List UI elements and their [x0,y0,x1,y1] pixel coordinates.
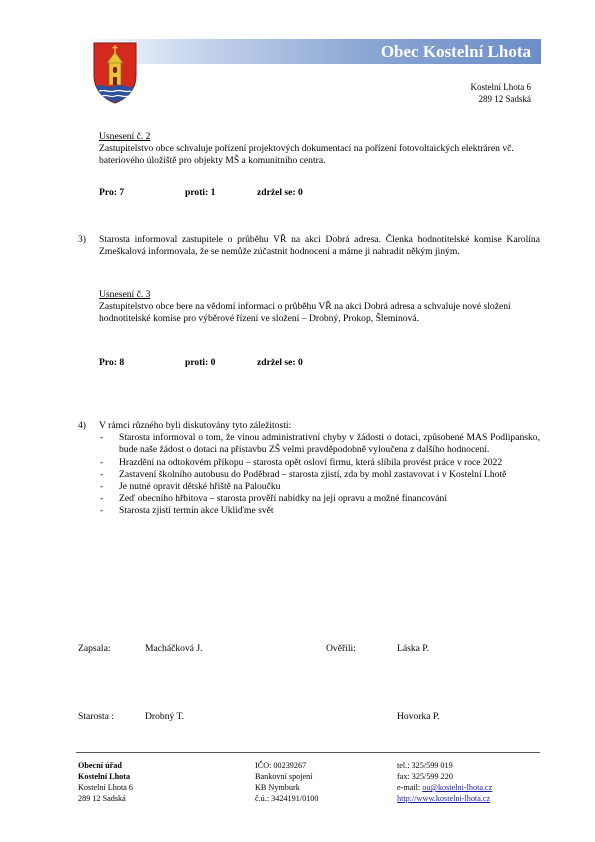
footer-bank [255,760,318,804]
website-link[interactable]: http://www.kostelni-lhota.cz [397,794,491,803]
footer-bank-line: KB Nymburk [255,783,300,792]
email-link[interactable]: ou@kostelni-lhota.cz [422,783,493,792]
vote-proti: proti: 1 [185,187,216,198]
item-3-number: 3) [78,234,86,245]
item-4-number: 4) [78,420,86,431]
verifier-1-name: Láska P. [397,643,429,654]
resolution-3 [99,289,544,326]
footer-bank-line: č.ú.: 3424191/0100 [255,794,319,803]
verifiers-label: Ověřili: [326,643,356,654]
item-4-intro: V rámci různého byli diskutovány tyto záležitosti: [99,420,292,431]
footer-office-line: Kostelní Lhota 6 [78,783,134,792]
verifier-2-name: Hovorka P. [397,711,440,722]
list-item: - Zeď obecního hřbitova – starosta prověří nabídky na její opravu a možné financování [99,493,540,505]
resolution-3-text: Zastupitelstvo obce bere na vědomí informaci o průběhu VŘ na akci Dobrá adresa a schvaluje nové složení hodnotitelské komise pro výběrové řízení ve složení – Drobný, Prokop, Šlemínová. [99,301,511,325]
list-item: - Starosta zjistí termín akce Ukliďme svět [99,505,540,517]
item-3-text: Starosta informoval zastupitele o průběhu VŘ na akci Dobrá adresa. Členka hodnotitelské komise Karolína Zmeškalová informovala, že se nemůže zúčastnit hodnocení a máme ji nahradit někým jiným. [99,234,540,258]
list-item: - Hrazdění na odtokovém příkopu – starosta opět osloví firmu, která slíbila provést práce v roce 2022 [99,457,540,469]
footer-phone: tel.: 325/599 019 [397,761,453,770]
vote-pro: Pro: 7 [99,187,125,198]
recorder-name: Macháčková J. [145,643,203,654]
address-street: Kostelní Lhota 6 [470,82,531,92]
footer-office-line: 289 12 Sadská [78,794,126,803]
resolution-2-title: Usnesení č. 2 [99,131,151,142]
vote-proti: proti: 0 [185,357,216,368]
recorder-label: Zapsala: [78,643,111,654]
list-item: - Je nutné opravit dětské hřiště na Paloučku [99,481,540,493]
resolution-3-title: Usnesení č. 3 [99,289,151,300]
address-city: 289 12 Sadská [478,94,531,104]
resolution-2-text: Zastupitelstvo obce schvaluje pořízení projektových dokumentací na pořízení fotovoltaických elektráren vč. bateriového úložiště pro objekty MŠ a komunitního centra. [99,143,514,167]
header-banner [76,39,541,64]
footer-office-line: Obecní úřad [78,761,122,770]
municipality-title: Obec Kostelní Lhota [380,42,531,61]
footer-divider [76,752,540,753]
vote-pro: Pro: 8 [99,357,125,368]
coat-of-arms-icon [93,42,137,104]
footer-fax: fax: 325/599 220 [397,772,453,781]
item-4-list [99,432,540,517]
office-address [471,81,532,105]
list-item: - Zastavení školního autobusu do Poděbrad – starosta zjistí, zda by mohl zastavovat i v Kostelní Lhotě [99,469,540,481]
footer-office-line: Kostelní Lhota [78,772,131,781]
resolution-2 [99,131,544,168]
footer-bank-line: IČO: 00239267 [255,761,307,770]
item-4-block [99,420,540,518]
mayor-label: Starosta : [78,711,114,722]
mayor-name: Drobný T. [145,711,185,722]
footer-bank-line: Bankovní spojení [255,772,313,781]
vote-zdrzel: zdržel se: 0 [257,187,303,198]
vote-zdrzel: zdržel se: 0 [257,357,303,368]
footer-office [78,760,133,804]
footer-email-label: e-mail: [397,783,423,792]
footer-email-row [397,782,492,793]
list-item: - Starosta informoval o tom, že vinou administrativní chyby v žádosti o dotaci, způsobené MAS Podlipansko, bude naše žádost o dotaci na přístavbu ZŠ velmi pravděpodobně vyloučena z dalšího hodnocení. [99,432,540,456]
footer-contact [397,760,492,804]
